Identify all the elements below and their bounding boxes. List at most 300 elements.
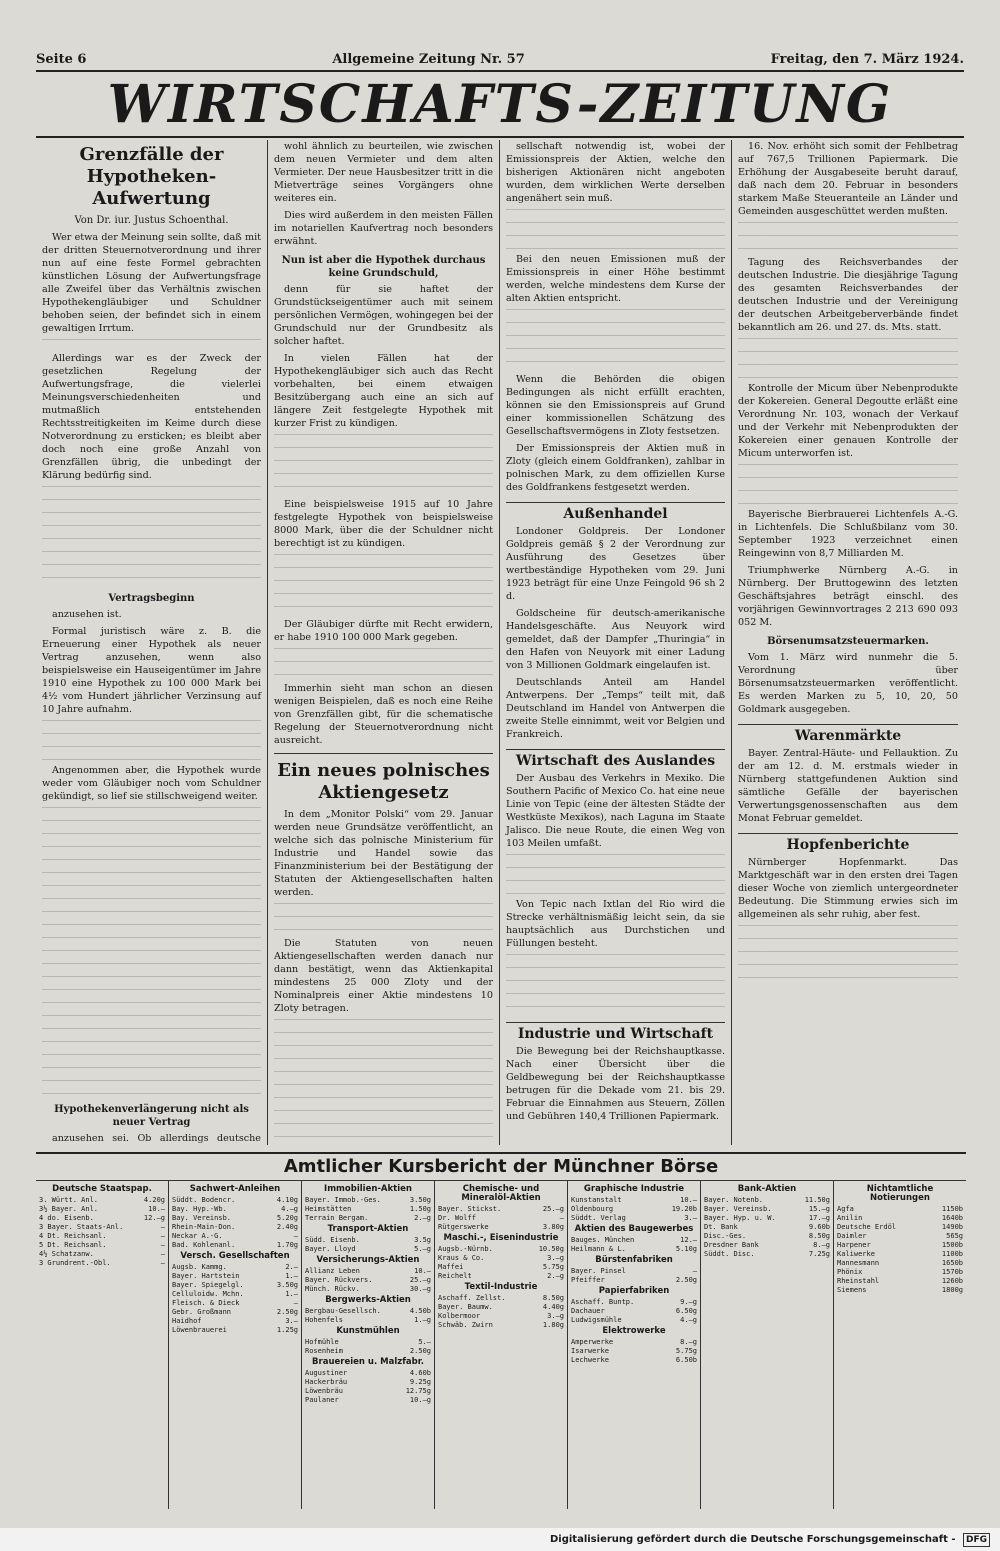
security-price: 8.—g bbox=[680, 1338, 697, 1346]
security-name: Bayer. Stickst. bbox=[438, 1205, 502, 1213]
quote-row bbox=[438, 1223, 564, 1232]
text-filler bbox=[42, 807, 261, 1097]
quotes-column bbox=[169, 1181, 302, 1509]
security-name: Bayer. Hyp. u. W. bbox=[704, 1214, 776, 1222]
security-price: 1.25g bbox=[276, 1326, 298, 1334]
paragraph: Bei den neuen Emissionen muß der Emissionspreis in einer Höhe bestimmt werden, welche mindestens dem Kurse der alten Aktien entspricht. bbox=[506, 254, 725, 304]
security-price: 5.—g bbox=[414, 1245, 431, 1253]
quotes-column bbox=[568, 1181, 701, 1509]
quote-row bbox=[305, 1276, 431, 1285]
quote-row bbox=[837, 1250, 963, 1259]
quote-row bbox=[305, 1396, 431, 1405]
security-name: 4 do. Eisenb. bbox=[39, 1214, 94, 1222]
quote-row bbox=[39, 1205, 165, 1214]
text-filler bbox=[274, 1019, 493, 1145]
quotes-heading: Textil-Industrie bbox=[464, 1282, 538, 1292]
security-price: 1.70g bbox=[276, 1241, 298, 1249]
security-name: Oldenbourg bbox=[571, 1205, 614, 1213]
security-name: Augsb. Kammg. bbox=[172, 1263, 227, 1271]
security-name: Kolbermoor bbox=[438, 1312, 481, 1320]
security-name: Dr. Wolff bbox=[438, 1214, 476, 1222]
quotes-heading: Papierfabriken bbox=[598, 1286, 670, 1296]
security-name: Rheinstahl bbox=[837, 1277, 880, 1285]
paragraph: Angenommen aber, die Hypothek wurde weder vom Gläubiger noch vom Schuldner gekündigt, so lief sie stillschweigend weiter. bbox=[42, 765, 261, 802]
quote-row bbox=[571, 1205, 697, 1214]
security-name: Ludwigsmühle bbox=[571, 1316, 622, 1324]
quote-row bbox=[704, 1214, 830, 1223]
quotes-heading: Versch. Gesellschaften bbox=[180, 1251, 290, 1261]
security-price: 2.—g bbox=[414, 1214, 431, 1222]
security-price: 5.10g bbox=[675, 1245, 697, 1253]
security-price: 4.—g bbox=[680, 1316, 697, 1324]
security-name: Fleisch. & Dieck bbox=[172, 1299, 240, 1307]
quote-row bbox=[704, 1223, 830, 1232]
quote-row bbox=[571, 1316, 697, 1325]
quote-row bbox=[172, 1263, 298, 1272]
quote-row bbox=[571, 1267, 697, 1276]
security-price: 3.— bbox=[684, 1214, 697, 1222]
section-heading: Warenmärkte bbox=[738, 724, 958, 743]
section-heading: Wirtschaft des Auslandes bbox=[506, 749, 725, 768]
paragraph: Der Emissionspreis der Aktien muß in Zloty (gleich einem Goldfranken), zahlbar in polnischen Mark, zu dem offiziellen Kurse des Goldfrankens festgesetzt werden. bbox=[506, 443, 725, 493]
quote-row bbox=[172, 1317, 298, 1326]
security-price: 2.50g bbox=[675, 1276, 697, 1284]
quote-row bbox=[39, 1241, 165, 1250]
paragraph: Der Ausbau des Verkehrs in Mexiko. Die Southern Pacific of Mexico Co. hat eine neue Linie von Tepic (eine der ältesten Städte der Westküste Mexikos), nach Laguna im Staate Jalisco. Die neue Route, die einen Weg von 103 Meilen umfaßt. bbox=[506, 773, 725, 849]
text-filler bbox=[42, 720, 261, 760]
quotes-heading: Chemische- und Mineralöl-Aktien bbox=[461, 1184, 541, 1203]
security-price: 4.—g bbox=[281, 1205, 298, 1213]
quote-row bbox=[305, 1267, 431, 1276]
paragraph: Deutschlands Anteil am Handel Antwerpens. Der „Temps“ teilt mit, daß Deutschland im Handel von Antwerpen die zweite Stelle einnimmt, weit vor Belgien und Frankreich. bbox=[506, 677, 725, 740]
quotes-column bbox=[435, 1181, 568, 1509]
security-name: Heimstätten bbox=[305, 1205, 352, 1213]
security-name: Kaliwerke bbox=[837, 1250, 875, 1258]
security-name: Aschaff. Zellst. bbox=[438, 1294, 506, 1302]
quotes-heading: Immobilien-Aktien bbox=[324, 1184, 412, 1194]
quote-row bbox=[438, 1272, 564, 1281]
quote-row bbox=[305, 1196, 431, 1205]
security-name: Allianz Leben bbox=[305, 1267, 360, 1275]
security-price: 8.50g bbox=[808, 1232, 830, 1240]
quotes-column bbox=[36, 1181, 169, 1509]
stock-exchange-report bbox=[36, 1152, 966, 1512]
quote-row bbox=[305, 1387, 431, 1396]
section-masthead: WIRTSCHAFTS-ZEITUNG bbox=[36, 74, 964, 138]
quotes-column bbox=[701, 1181, 834, 1509]
security-name: Reichelt bbox=[438, 1272, 472, 1280]
security-price: 2.50g bbox=[276, 1308, 298, 1316]
quote-row bbox=[704, 1232, 830, 1241]
paragraph: In vielen Fällen hat der Hypothekengläubiger sich auch das Recht vorbehalten, bei einem etwaigen Besitzübergang auch eine an sich auf längere Zeit festgelegte Hypothek mit kurzer Frist zu kündigen. bbox=[274, 353, 493, 429]
security-price: 11.50g bbox=[804, 1196, 830, 1204]
security-name: Löwenbräu bbox=[305, 1387, 343, 1395]
quote-row bbox=[172, 1205, 298, 1214]
newspaper-issue: Allgemeine Zeitung Nr. 57 bbox=[332, 51, 525, 67]
quote-row bbox=[837, 1223, 963, 1232]
security-name: Daimler bbox=[837, 1232, 867, 1240]
security-price: 3.— bbox=[285, 1317, 298, 1325]
quote-row bbox=[172, 1326, 298, 1335]
security-price: 9.25g bbox=[409, 1378, 431, 1386]
security-name: Süddt. Verlag bbox=[571, 1214, 626, 1222]
section-heading: Außenhandel bbox=[506, 502, 725, 521]
security-name: Harpener bbox=[837, 1241, 871, 1249]
quotes-heading: Graphische Industrie bbox=[583, 1184, 685, 1194]
security-name: Bay. Vereinsb. bbox=[172, 1214, 232, 1222]
security-name: Terrain Bergam. bbox=[305, 1214, 369, 1222]
security-name: Pfeiffer bbox=[571, 1276, 605, 1284]
quote-row bbox=[704, 1205, 830, 1214]
security-price: — bbox=[692, 1267, 697, 1275]
security-name: Bayer. Baumw. bbox=[438, 1303, 493, 1311]
quotes-heading: Bank-Aktien bbox=[737, 1184, 797, 1194]
security-price: 10.— bbox=[148, 1205, 165, 1213]
quote-row bbox=[571, 1245, 697, 1254]
quote-row bbox=[172, 1281, 298, 1290]
divider bbox=[274, 753, 493, 754]
security-price: 3.—g bbox=[547, 1254, 564, 1262]
text-filler bbox=[274, 903, 493, 933]
paragraph: Bayerische Bierbrauerei Lichtenfels A.-G. in Lichtenfels. Die Schlußbilanz vom 30. September 1923 verzeichnet einen Reingewinn von 8,7 Milliarden M. bbox=[738, 509, 958, 559]
text-filler bbox=[506, 209, 725, 249]
paragraph: Dies wird außerdem in den meisten Fällen im notariellen Kaufvertrag noch besonders erwähnt. bbox=[274, 210, 493, 247]
article-title: Grenzfälle der Hypotheken-Aufwertung bbox=[79, 144, 224, 209]
quotes-heading: Bergwerks-Aktien bbox=[325, 1295, 411, 1305]
text-filler bbox=[506, 309, 725, 369]
security-name: Haidhof bbox=[172, 1317, 202, 1325]
security-price: 1.50g bbox=[409, 1205, 431, 1213]
security-price: 19.20b bbox=[671, 1205, 697, 1213]
security-name: Mannesmann bbox=[837, 1259, 880, 1267]
quote-row bbox=[39, 1214, 165, 1223]
security-name: Bayer. Vereinsb. bbox=[704, 1205, 772, 1213]
paragraph: anzusehen sei. Ob allerdings deutsche bbox=[52, 1133, 261, 1144]
security-name: Hohenfels bbox=[305, 1316, 343, 1324]
security-price: 3.80g bbox=[542, 1223, 564, 1231]
text-filler bbox=[42, 486, 261, 586]
security-name: Bauges. München bbox=[571, 1236, 635, 1244]
quotes-heading: Sachwert-Anleihen bbox=[189, 1184, 281, 1194]
security-price: 8.—g bbox=[813, 1241, 830, 1249]
security-name: Disc.-Ges. bbox=[704, 1232, 747, 1240]
paragraph: Vom 1. März wird nunmehr die 5. Verordnung über Börsenumsatzsteuermarken veröffentlicht. Es werden Marken zu 5, 10, 20, 50 Goldmark ausgegeben. bbox=[738, 652, 958, 715]
security-name: Augsb.-Nürnb. bbox=[438, 1245, 493, 1253]
quotes-heading: Deutsche Staatspap. bbox=[52, 1184, 152, 1194]
security-name: Süddt. Disc. bbox=[704, 1250, 755, 1258]
quote-row bbox=[837, 1286, 963, 1295]
paragraph: anzusehen ist. bbox=[52, 609, 122, 620]
section-heading: Industrie und Wirtschaft bbox=[506, 1022, 725, 1041]
quote-row bbox=[172, 1272, 298, 1281]
security-price: 1800g bbox=[941, 1286, 963, 1294]
quote-row bbox=[704, 1241, 830, 1250]
security-price: 4.10g bbox=[276, 1196, 298, 1204]
article-title: Ein neues polnisches Aktiengesetz bbox=[277, 760, 490, 803]
security-name: Dt. Bank bbox=[704, 1223, 738, 1231]
security-price: 1650b bbox=[941, 1259, 963, 1267]
quote-row bbox=[438, 1245, 564, 1254]
footer-credit: Digitalisierung gefördert durch die Deutsche Forschungsgemeinschaft - bbox=[549, 1534, 956, 1545]
paragraph: Die Bewegung bei der Reichshauptkasse. Nach einer Übersicht über die Geldbewegung bei der Reichshauptkasse betrugen für die Dekade vom 21. bis 29. Februar die Einnahmen aus Steuern, Zöllen und Gebühren 140,4 Trillionen Papiermark. bbox=[506, 1046, 725, 1122]
security-price: 25.—g bbox=[409, 1276, 431, 1284]
security-name: Lechwerke bbox=[571, 1356, 609, 1364]
paragraph: denn für sie haftet der Grundstückseigentümer auch mit seinem persönlichen Vermögen, wohingegen bei der Grundschuld nur der Grundbesitz als solcher haftet. bbox=[274, 284, 493, 347]
quote-row bbox=[172, 1232, 298, 1241]
column-3 bbox=[500, 140, 732, 1145]
paragraph: Formal juristisch wäre z. B. die Erneuerung einer Hypothek als neuer Vertrag anzusehen, wenn also beispielsweise ein Hauseigentümer im Jahre 1910 eine Hypothek zu 100 000 Mark bei 4½ vom Hundert jährlicher Verzinsung auf 10 Jahre aufnahm. bbox=[42, 626, 261, 715]
text-filler bbox=[506, 854, 725, 894]
security-name: Anilin bbox=[837, 1214, 863, 1222]
text-filler bbox=[506, 954, 725, 1014]
digitization-footer bbox=[0, 1528, 1000, 1551]
quote-row bbox=[438, 1263, 564, 1272]
paragraph: Bayer. Zentral-Häute- und Fellauktion. Zu der am 12. d. M. erstmals wieder in Nürnberg stattgefundenen Auktion sind sämtliche Gefälle der bayerischen Verwertungsgenossenschaften aus dem Monat Februar gemeldet. bbox=[738, 748, 958, 824]
security-name: Schwäb. Zwirn bbox=[438, 1321, 493, 1329]
security-name: Bergbau-Gesellsch. bbox=[305, 1307, 381, 1315]
quote-row bbox=[571, 1307, 697, 1316]
security-price: 4.20g bbox=[143, 1196, 165, 1204]
security-name: Bayer. Pinsel bbox=[571, 1267, 626, 1275]
paragraph: Nürnberger Hopfenmarkt. Das Marktgeschäft war in den ersten drei Tagen dieser Woche von ziemlich untergeordneter Bedeutung. Die Stimmung erwies sich im allgemeinen als sehr ruhig, aber fest. bbox=[738, 857, 958, 920]
quotes-column bbox=[834, 1181, 966, 1509]
security-price: 4.60b bbox=[409, 1369, 431, 1377]
quotes-heading: Bürstenfabriken bbox=[595, 1255, 673, 1265]
quotes-heading: Nichtamtliche Notierungen bbox=[866, 1184, 934, 1203]
security-name: Süddt. Bodencr. bbox=[172, 1196, 236, 1204]
security-price: 1.— bbox=[285, 1272, 298, 1280]
quote-row bbox=[39, 1259, 165, 1268]
security-name: Rütgerswerke bbox=[438, 1223, 489, 1231]
security-price: 10.50g bbox=[538, 1245, 564, 1253]
security-price: 1.— bbox=[285, 1290, 298, 1298]
security-price: 2.—g bbox=[547, 1272, 564, 1280]
security-price: 12.— bbox=[680, 1236, 697, 1244]
security-price: 1490b bbox=[941, 1223, 963, 1231]
security-name: Phönix bbox=[837, 1268, 863, 1276]
subheading: Vertragsbeginn bbox=[108, 593, 195, 604]
quote-row bbox=[438, 1254, 564, 1263]
text-filler bbox=[274, 554, 493, 614]
column-1 bbox=[36, 140, 268, 1145]
security-price: — bbox=[160, 1250, 165, 1258]
security-price: 3.50g bbox=[276, 1281, 298, 1289]
security-price: 3.5g bbox=[414, 1236, 431, 1244]
quote-row bbox=[172, 1308, 298, 1317]
quote-row bbox=[571, 1356, 697, 1365]
paragraph: Wenn die Behörden die obigen Bedingungen als nicht erfüllt erachten, können sie den Emissionspreis auf Grund einer kommissionellen Schätzung des Gesellschaftsvermögens in Zloty festsetzen. bbox=[506, 374, 725, 437]
paragraph: Eine beispielsweise 1915 auf 10 Jahre festgelegte Hypothek von beispielsweise 8000 Mark, über die der Schuldner nicht berechtigt ist zu kündigen. bbox=[274, 499, 493, 549]
running-header bbox=[36, 50, 964, 72]
security-price: 4.40g bbox=[542, 1303, 564, 1311]
security-name: Bad. Kohlenanl. bbox=[172, 1241, 236, 1249]
security-name: Agfa bbox=[837, 1205, 854, 1213]
security-price: 10.— bbox=[680, 1196, 697, 1204]
subheading: Hypothekenverlängerung nicht als neuer Vertrag bbox=[54, 1104, 249, 1128]
paragraph: Die Statuten von neuen Aktiengesellschaften werden danach nur dann bestätigt, wenn das Aktienkapital mindestens 25 000 Zloty und der Nominalpreis einer Aktie mindestens 10 Zloty betragen. bbox=[274, 938, 493, 1014]
quote-row bbox=[438, 1294, 564, 1303]
quote-row bbox=[305, 1205, 431, 1214]
column-2 bbox=[268, 140, 500, 1145]
security-name: 3. Württ. Anl. bbox=[39, 1196, 99, 1204]
quote-row bbox=[305, 1378, 431, 1387]
security-price: 12.—g bbox=[143, 1214, 165, 1222]
security-name: Bayer. Immob.-Ges. bbox=[305, 1196, 381, 1204]
security-name: Bay. Hyp.-Wb. bbox=[172, 1205, 227, 1213]
security-price: 5.20g bbox=[276, 1214, 298, 1222]
security-price: 1.80g bbox=[542, 1321, 564, 1329]
security-price: — bbox=[293, 1299, 298, 1307]
security-name: Paulaner bbox=[305, 1396, 339, 1404]
quote-row bbox=[172, 1196, 298, 1205]
quote-row bbox=[39, 1196, 165, 1205]
security-name: Dachauer bbox=[571, 1307, 605, 1315]
security-price: 3.50g bbox=[409, 1196, 431, 1204]
security-name: Kraus & Co. bbox=[438, 1254, 485, 1262]
security-name: Bayer. Notenb. bbox=[704, 1196, 764, 1204]
security-price: 17.—g bbox=[808, 1214, 830, 1222]
subheading: Nun ist aber die Hypothek durchaus keine Grundschuld, bbox=[281, 255, 486, 279]
quotes-column bbox=[302, 1181, 435, 1509]
text-filler bbox=[274, 434, 493, 494]
paragraph: Immerhin sieht man schon an diesen wenigen Beispielen, daß es noch eine Reihe von Grenzfällen gibt, für die schematische Regelung der Steuernotverordnung nicht ausreicht. bbox=[274, 683, 493, 746]
security-price: 1570b bbox=[941, 1268, 963, 1276]
quote-row bbox=[39, 1232, 165, 1241]
security-name: Bayer. Spiegelgl. bbox=[172, 1281, 244, 1289]
section-heading: Hopfenberichte bbox=[738, 833, 958, 852]
paragraph: wohl ähnlich zu beurteilen, wie zwischen dem neuen Vermieter und dem alten Vermieter. Der neue Hausbesitzer tritt in die Mietverträge seines Vorgängers ohne weiteres ein. bbox=[274, 141, 493, 204]
security-name: Bayer. Hartstein bbox=[172, 1272, 240, 1280]
security-price: 5.75g bbox=[675, 1347, 697, 1355]
quote-row bbox=[305, 1316, 431, 1325]
quotes-heading: Transport-Aktien bbox=[327, 1224, 409, 1234]
security-name: Maffei bbox=[438, 1263, 464, 1271]
security-price: 10.— bbox=[414, 1267, 431, 1275]
quote-row bbox=[172, 1214, 298, 1223]
quotes-heading: Versicherungs-Aktien bbox=[316, 1255, 420, 1265]
quote-row bbox=[172, 1290, 298, 1299]
security-name: Augustiner bbox=[305, 1369, 348, 1377]
security-name: Kunstanstalt bbox=[571, 1196, 622, 1204]
quotes-heading: Elektrowerke bbox=[602, 1326, 666, 1336]
text-filler bbox=[274, 648, 493, 678]
paragraph: Wer etwa der Meinung sein sollte, daß mit der dritten Steuernotverordnung und ihrer nun auf eine feste Formel gebrachten künstlichen Lösung der Aufwertungsfrage alle Zweifel über das Verhältnis zwischen Hypothekengläubiger und Schuldner behoben seien, der befindet sich in einem gewaltigen Irrtum. bbox=[42, 232, 261, 334]
quote-row bbox=[305, 1245, 431, 1254]
paragraph: Triumphwerke Nürnberg A.-G. in Nürnberg. Der Bruttogewinn des letzten Geschäftsjahres beträgt einschl. des vorjährigen Gewinnvortrages 2 213 690 093 052 M. bbox=[738, 565, 958, 628]
quote-row bbox=[571, 1338, 697, 1347]
security-price: 565g bbox=[946, 1232, 963, 1240]
security-name: Dresdner Bank bbox=[704, 1241, 759, 1249]
security-name: 4½ Schatzanw. bbox=[39, 1250, 94, 1258]
security-price: 5.— bbox=[418, 1338, 431, 1346]
security-price: 1640b bbox=[941, 1214, 963, 1222]
quote-row bbox=[39, 1223, 165, 1232]
security-price: — bbox=[160, 1232, 165, 1240]
report-title: Amtlicher Kursbericht der Münchner Börse bbox=[36, 1154, 966, 1181]
security-price: — bbox=[293, 1232, 298, 1240]
security-name: Münch. Rückv. bbox=[305, 1285, 360, 1293]
security-price: — bbox=[160, 1223, 165, 1231]
quotes-heading: Maschi.-, Eisenindustrie bbox=[443, 1233, 559, 1243]
security-name: Deutsche Erdöl bbox=[837, 1223, 897, 1231]
security-price: 15.—g bbox=[808, 1205, 830, 1213]
article-columns bbox=[36, 140, 966, 1145]
quotes-heading: Brauereien u. Malzfabr. bbox=[312, 1357, 424, 1367]
security-name: 4 Dt. Reichsanl. bbox=[39, 1232, 107, 1240]
quote-row bbox=[571, 1276, 697, 1285]
quote-row bbox=[305, 1338, 431, 1347]
quote-row bbox=[438, 1214, 564, 1223]
security-price: 3.—g bbox=[547, 1312, 564, 1320]
security-price: 1260b bbox=[941, 1277, 963, 1285]
text-filler bbox=[738, 222, 958, 252]
security-name: 3 Grundrent.-Obl. bbox=[39, 1259, 111, 1267]
quote-row bbox=[704, 1250, 830, 1259]
column-4 bbox=[732, 140, 964, 1145]
quote-row bbox=[172, 1241, 298, 1250]
quote-row bbox=[704, 1196, 830, 1205]
quote-row bbox=[837, 1232, 963, 1241]
paragraph: sellschaft notwendig ist, wobei der Emissionspreis der Aktien, welche den bisherigen Aktionären nicht angeboten wurden, dem wirklichen Werte derselben angenähert sein muß. bbox=[506, 141, 725, 204]
quote-row bbox=[837, 1241, 963, 1250]
security-name: Isarwerke bbox=[571, 1347, 609, 1355]
security-price: — bbox=[160, 1241, 165, 1249]
security-price: 1500b bbox=[941, 1241, 963, 1249]
quote-row bbox=[305, 1307, 431, 1316]
quote-row bbox=[39, 1250, 165, 1259]
security-name: Rhein-Main-Don. bbox=[172, 1223, 236, 1231]
quote-row bbox=[837, 1268, 963, 1277]
quote-row bbox=[438, 1321, 564, 1330]
quote-row bbox=[571, 1236, 697, 1245]
security-price: 2.— bbox=[285, 1263, 298, 1271]
security-price: — bbox=[160, 1259, 165, 1267]
security-price: 30.—g bbox=[409, 1285, 431, 1293]
article-byline: Von Dr. iur. Justus Schoenthal. bbox=[74, 215, 229, 226]
security-price: — bbox=[559, 1214, 564, 1222]
text-filler bbox=[42, 339, 261, 348]
security-name: Rosenheim bbox=[305, 1347, 343, 1355]
paragraph: 16. Nov. erhöht sich somit der Fehlbetrag auf 767,5 Trillionen Papiermark. Die Erhöhung der Ausgabeseite beruht darauf, daß nach dem 20. Februar in besonders starkem Maße Steueranteile an Länder und Gemeinden ausgeschüttet werden mußten. bbox=[738, 141, 958, 217]
quote-row bbox=[571, 1347, 697, 1356]
security-price: 4.50b bbox=[409, 1307, 431, 1315]
security-price: 1.—g bbox=[414, 1316, 431, 1324]
security-price: 1100b bbox=[941, 1250, 963, 1258]
security-name: Amperwerke bbox=[571, 1338, 614, 1346]
security-price: 12.75g bbox=[405, 1387, 431, 1395]
quote-row bbox=[837, 1259, 963, 1268]
quote-row bbox=[305, 1347, 431, 1356]
security-price: 2.50g bbox=[409, 1347, 431, 1355]
security-price: 1150b bbox=[941, 1205, 963, 1213]
quote-row bbox=[837, 1277, 963, 1286]
issue-date: Freitag, den 7. März 1924. bbox=[770, 51, 964, 67]
security-price: 6.50b bbox=[675, 1356, 697, 1364]
security-price: 9.—g bbox=[680, 1298, 697, 1306]
security-name: 3½ Bayer. Anl. bbox=[39, 1205, 99, 1213]
quote-row bbox=[305, 1285, 431, 1294]
paragraph: Londoner Goldpreis. Der Londoner Goldpreis gemäß § 2 der Verordnung zur Ausführung des Gesetzes über wertbeständige Hypotheken vom 29. Juni 1923 beträgt für eine Unze Feingold 96 sh 2 d. bbox=[506, 526, 725, 602]
quote-row bbox=[305, 1369, 431, 1378]
quote-row bbox=[172, 1299, 298, 1308]
security-name: Aschaff. Buntp. bbox=[571, 1298, 635, 1306]
security-name: Löwenbrauerei bbox=[172, 1326, 227, 1334]
security-name: Gebr. Großmann bbox=[172, 1308, 232, 1316]
quotes-heading: Aktien des Baugewerbes bbox=[574, 1224, 694, 1234]
paragraph: Der Gläubiger dürfte mit Recht erwidern, er habe 1910 100 000 Mark gegeben. bbox=[274, 619, 493, 643]
quote-row bbox=[438, 1205, 564, 1214]
security-name: Heilmann & L. bbox=[571, 1245, 626, 1253]
